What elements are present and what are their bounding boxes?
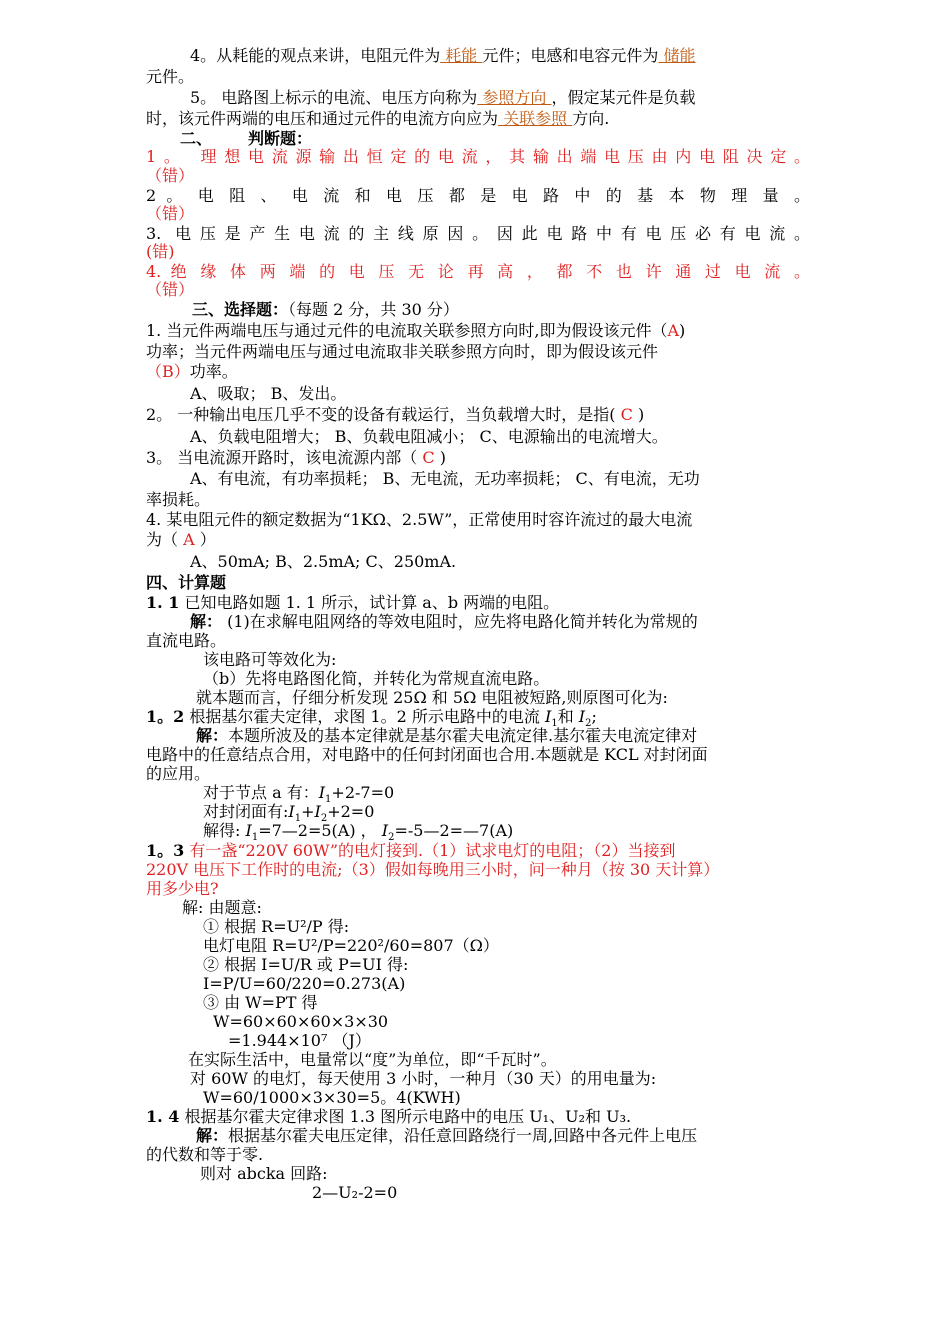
calc3-solution-9: 对 60W 的电灯，每天使用 3 小时，一种月（30 天）的用电量为:	[190, 1069, 657, 1088]
choice-answer: C	[615, 405, 638, 424]
calc1-question: 1. 1 已知电路如题 1. 1 所示，试计算 a、b 两端的电阻。	[146, 593, 560, 612]
calc2-equation2: 对封闭面有$:I_1+I_2+2=0$	[203, 802, 375, 825]
calc3-question-line3: 用多少电?	[146, 879, 219, 898]
calc4-equation: 2—U₂-2=0	[312, 1183, 398, 1202]
answer-blank: 关联参照	[498, 109, 573, 128]
fill-q4-line2: 元件。	[146, 67, 195, 86]
fill-q4-line1: 4。从耗能的观点来讲，电阻元件为 耗能 元件；电感和电容元件为 储能	[190, 46, 696, 65]
calc3-solution-8: 在实际生活中，电量常以“度”为单位，即“千瓦时”。	[188, 1050, 557, 1069]
answer-blank: 参照方向	[477, 88, 552, 107]
calc2-solution-line1: 解：本题所波及的基本定律就是基尔霍夫电流定律.基尔霍夫电流定律对	[196, 726, 698, 745]
calc2-question: 1。2 根据基尔霍夫定律，求图 1。2 所示电路中的电流 $I_1$和 $I_2$;	[146, 707, 597, 730]
section-heading-judge: 二、 判断题：	[180, 129, 313, 148]
judge-q3: 3. 电压是产生电流的主线原因。因此电路中有电压必有电流。	[146, 224, 810, 243]
calc2-solution-line3: 的应用。	[146, 764, 211, 783]
calc2-equation1: 对于节点 a 有：$I_1+2-7=0$	[203, 783, 395, 806]
fill-q5-line1: 5。 电路图上标示的电流、电压方向称为 参照方向 ，假定某元件是负载	[190, 88, 696, 107]
calc3-solution-7: =1.944×10⁷ （J）	[228, 1031, 371, 1050]
calc1-solution-line1: 解： (1)在求解电阻网络的等效电阻时，应先将电路化简并转化为常规的	[190, 612, 698, 631]
judge-q1-answer: （错）	[146, 166, 195, 185]
calc1-solution-line2: 直流电路。	[146, 631, 227, 650]
choice-q4-options: A、50mA; B、2.5mA; C、250mA.	[190, 552, 457, 571]
calc3-solution-5: ③ 由 W=PT 得	[203, 993, 318, 1012]
section-heading-calc: 四、计算题	[146, 573, 227, 592]
judge-q4-answer: （错）	[146, 280, 195, 299]
calc3-solution-10: W=60/1000×3×30=5。4(KWH)	[203, 1088, 461, 1107]
calc1-solution-line3: 该电路可等效化为:	[203, 650, 337, 669]
answer-blank: 耗能	[440, 46, 483, 65]
calc1-solution-line4: （b）先将电路图化简，并转化为常规直流电路。	[203, 669, 550, 688]
calc3-solution-1: ① 根据 R=U²/P 得:	[203, 917, 350, 936]
judge-q2: 2 。 电 阻 、 电 流 和 电 压 都 是 电 路 中 的 基 本 物 理 量 。	[146, 186, 810, 205]
calc3-question-line2: 220V 电压下工作时的电流;（3）假如每晚用三小时，问一种月（按 30 天计算）	[146, 860, 720, 879]
choice-q3-options: A、有电流，有功率损耗； B、无电流，无功率损耗； C、有电流，无功	[190, 469, 700, 488]
calc2-equation3: 解得: $I_1=7—2=5(A)$ ， $I_2=-5—2=—7(A)$	[203, 821, 514, 844]
calc2-solution-line2: 电路中的任意结点合用，对电路中的任何封闭面也合用.本题就是 KCL 对封闭面	[146, 745, 708, 764]
judge-q2-answer: （错）	[146, 204, 195, 223]
calc3-solution-6: W=60×60×60×3×30	[213, 1012, 389, 1031]
choice-q1-line2: 功率；当元件两端电压与通过电流取非关联参照方向时，即为假设该元件	[146, 342, 659, 361]
calc3-solution-4: I=P/U=60/220=0.273(A)	[203, 974, 406, 993]
judge-q3-answer: (错)	[146, 242, 175, 261]
calc4-solution-line3: 则对 abcka 回路:	[200, 1164, 328, 1183]
calc3-question-line1: 1。3 有一盏“220V 60W”的电灯接到.（1）试求电灯的电阻；（2）当接到	[146, 841, 676, 860]
judge-q1: 1。 理想电流源输出恒定的电流，其输出端电压由内电阻决定。	[146, 147, 810, 166]
choice-answer: A	[667, 321, 680, 340]
choice-q4-line1: 4. 某电阻元件的额定数据为“1KΩ、2.5W”，正常使用时容许流过的最大电流	[146, 510, 693, 529]
choice-q2-options: A、负载电阻增大； B、负载电阻减小； C、电源输出的电流增大。	[190, 427, 668, 446]
choice-q3-line1: 3。 当电流源开路时，该电流源内部（ C )	[146, 448, 446, 467]
choice-q1-line1: 1. 当元件两端电压与通过元件的电流取关联参照方向时,即为假设该元件（A)	[146, 321, 686, 340]
choice-answer: C	[417, 448, 440, 467]
fill-q5-line2: 时，该元件两端的电压和通过元件的电流方向应为 关联参照 方向.	[146, 109, 610, 128]
calc3-solution-2: 电灯电阻 R=U²/P=220²/60=807（Ω）	[203, 936, 499, 955]
calc4-question: 1. 4 根据基尔霍夫定律求图 1.3 图所示电路中的电压 U₁、U₂和 U₃.	[146, 1107, 632, 1126]
choice-q1-options: A、吸取； B、发出。	[190, 384, 347, 403]
choice-answer: （B）	[146, 362, 190, 381]
calc4-solution-line2: 的代数和等于零.	[146, 1145, 264, 1164]
choice-q1-line3: （B）功率。	[146, 362, 238, 381]
calc3-solution-0: 解: 由题意:	[182, 898, 262, 917]
section-heading-choice: 三、选择题：（每题 2 分，共 30 分）	[192, 300, 459, 319]
calc3-solution-3: ② 根据 I=U/R 或 P=UI 得:	[203, 955, 409, 974]
choice-answer: A	[178, 530, 200, 549]
choice-q3-line3: 率损耗。	[146, 490, 211, 509]
choice-q4-line2: 为（ A ）	[146, 530, 216, 549]
calc1-solution-line5: 就本题而言，仔细分析发现 25Ω 和 5Ω 电阻被短路,则原图可化为:	[196, 688, 668, 707]
calc4-solution-line1: 解：根据基尔霍夫电压定律，沿任意回路绕行一周,回路中各元件上电压	[196, 1126, 698, 1145]
answer-blank: 储能	[658, 46, 696, 65]
choice-q2-line1: 2。 一种输出电压几乎不变的设备有载运行，当负载增大时，是指( C )	[146, 405, 645, 424]
judge-q4: 4. 绝 缘 体 两 端 的 电 压 无 论 再 高 ， 都 不 也 许 通 过 电 流 。	[146, 262, 810, 281]
